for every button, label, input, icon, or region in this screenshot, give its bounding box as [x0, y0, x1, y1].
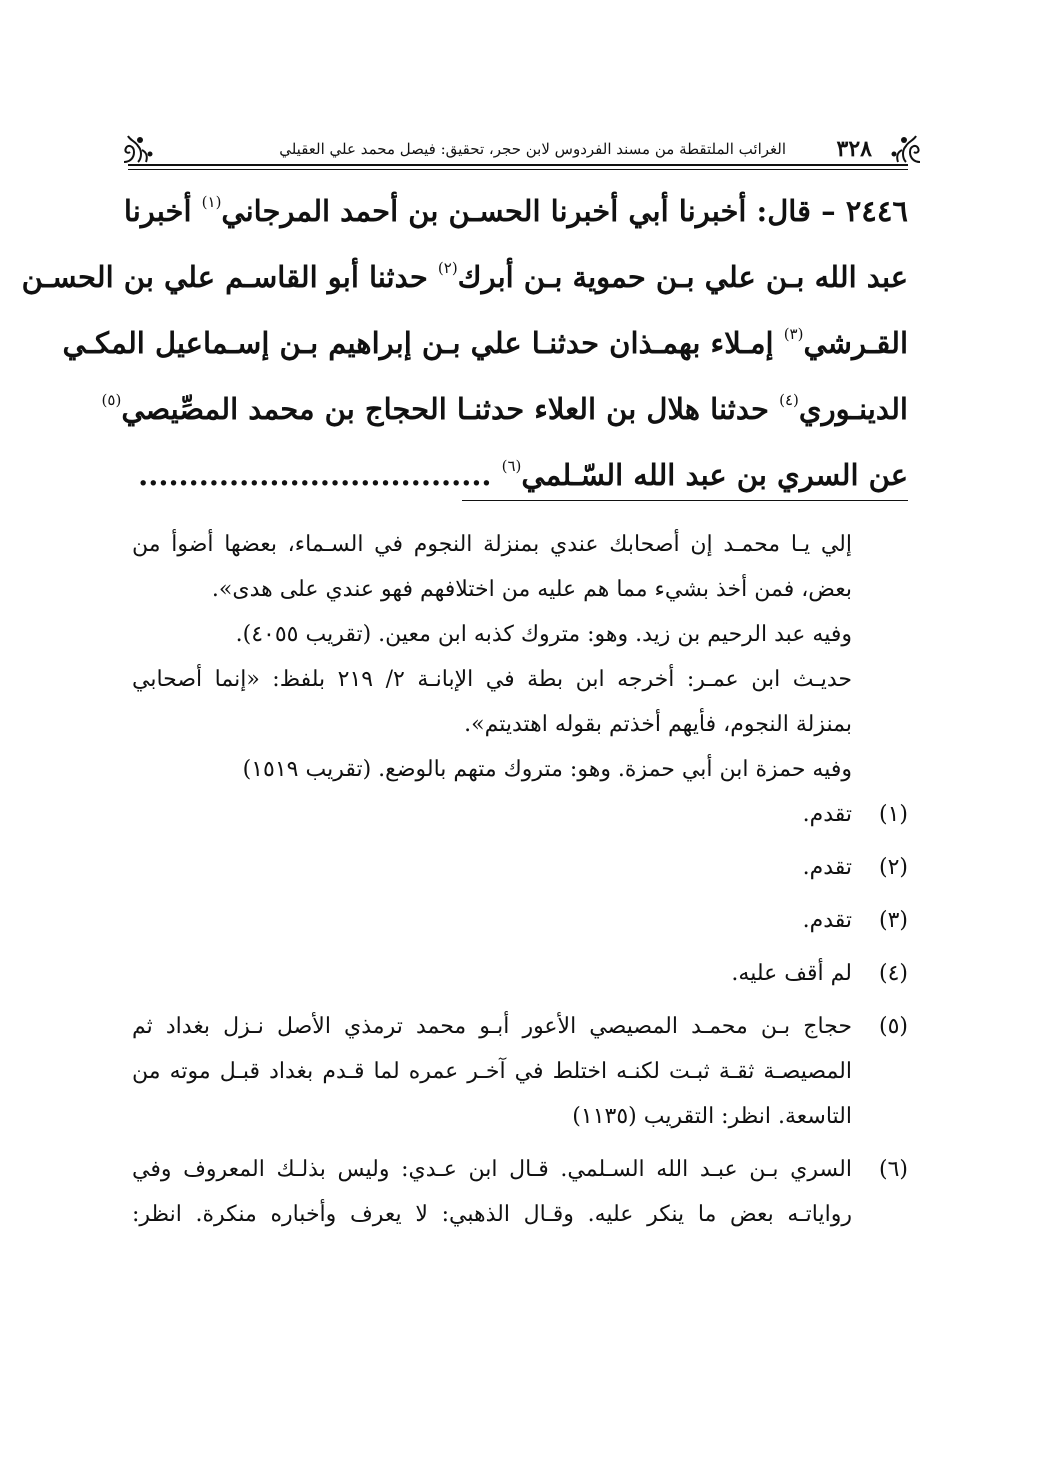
footnote-ref[interactable]: (٢) [437, 259, 458, 277]
footnote-line: تقدم. [802, 855, 852, 880]
footnote-line: رواياتـه بعض ما ينكر عليه. وقـال الذهبي: لا يعرف وأخباره منكرة. انظر: [132, 1202, 852, 1227]
floral-ornament-icon [884, 132, 924, 168]
footnotes [132, 522, 908, 1237]
hadith-paragraph [21, 178, 908, 508]
footnote-line: إلي يـا محمـد إن أصحابك عندي بمنزلة النجوم في السـماء، بعضها أضوأ من [132, 532, 852, 557]
footnote-number: (٥) [878, 1014, 908, 1039]
footnote-number: (٤) [878, 961, 908, 986]
footnote-line: بعض، فمن أخذ بشيء مما هم عليه من اختلافهم فهو عندي على هدى». [211, 577, 852, 602]
text-line: عبد الله بـن علي بـن حموية بـن أبرك$^{(٢)}$ حدثنا أبو القاسـم علي بن الحسـن [21, 259, 908, 294]
footnote-ref[interactable]: (٦) [501, 457, 522, 475]
footnote-item [132, 1004, 908, 1139]
continuation-dots: ................................... [138, 458, 502, 492]
main-text [21, 178, 908, 508]
footnote-line: حديـث ابن عمـر: أخرجه ابن بطة في الإبانـة ٢/ ٢١٩ بلفظ: «إنما أصحابي [132, 667, 853, 692]
footnote-number: (١) [878, 802, 908, 827]
footnote-line: تقدم. [802, 802, 852, 827]
footnote-line: التاسعة. انظر: التقريب (١١٣٥) [572, 1104, 852, 1129]
footnote-line: حجاج بـن محمـد المصيصي الأعور أبـو محمد ترمذي الأصل نـزل بغداد ثم [132, 1014, 852, 1039]
footnote-item [132, 792, 908, 837]
footnote-ref[interactable]: (١) [201, 193, 222, 211]
footnote-number: (٣) [878, 908, 908, 933]
footnote-line: وفيه حمزة ابن أبي حمزة. وهو: متروك متهم بالوضع. (تقريب ١٥١٩) [242, 757, 852, 782]
footnote-item [132, 898, 908, 943]
footnote-line: لم أقف عليه. [731, 961, 852, 986]
page-header [128, 122, 908, 172]
footnote-ref[interactable]: (٤) [779, 391, 799, 409]
header-rule-thin [128, 169, 908, 170]
footnote-item [132, 951, 908, 996]
text-line: ٢٤٤٦ – قال: أخبرنا أبي أخبرنا الحسـن بن أحمد المرجاني$^{(١)}$ أخبرنا [123, 193, 908, 228]
header-rule [128, 164, 908, 166]
footnote-line: المصيصـة ثقـة ثبـت لكنـه اختلط في آخـر عمره لما قـدم بغداد قبـل موته من [132, 1059, 852, 1084]
footnote-ref[interactable]: (٣) [783, 325, 804, 343]
running-title: الغرائب الملتقطة من مسند الفردوس لابن حجر، تحقيق: فيصل محمد علي العقيلي [279, 140, 786, 158]
footnote-line: بمنزلة النجوم، فأيهم أخذتم بقوله اهتديتم». [464, 712, 852, 737]
text-line: القـرشي$^{(٣)}$ إمـلاء بهمـذان حدثنـا علي بـن إبراهيم بـن إسـماعيل المكـي [62, 325, 908, 360]
footnote-continuation [132, 522, 908, 792]
text-line: عن السري بن عبد الله السّـلمي$^{(٦)}$ ................................... [138, 457, 908, 492]
page-number: ٣٢٨ [836, 136, 872, 162]
footnote-number: (٦) [878, 1157, 908, 1182]
footnote-line: تقدم. [802, 908, 852, 933]
text-line: الدينـوري$^{(٤)}$ حدثنا هلال بن العلاء حدثنـا الحجاج بن محمد المصِّيصي$^{(٥)}$ [101, 391, 908, 426]
footnote-item [132, 845, 908, 890]
footnote-separator [462, 500, 908, 501]
floral-ornament-icon [120, 132, 160, 168]
footnote-ref[interactable]: (٥) [101, 391, 122, 409]
footnote-line: وفيه عبد الرحيم بن زيد. وهو: متروك كذبه ابن معين. (تقريب ٤٠٥٥). [235, 622, 852, 647]
footnote-number: (٢) [878, 855, 908, 880]
footnote-item [132, 1147, 908, 1237]
footnote-line: السري بـن عبـد الله السـلمي. قـال ابن عـدي: وليس بذلـك المعروف وفي [132, 1157, 852, 1182]
